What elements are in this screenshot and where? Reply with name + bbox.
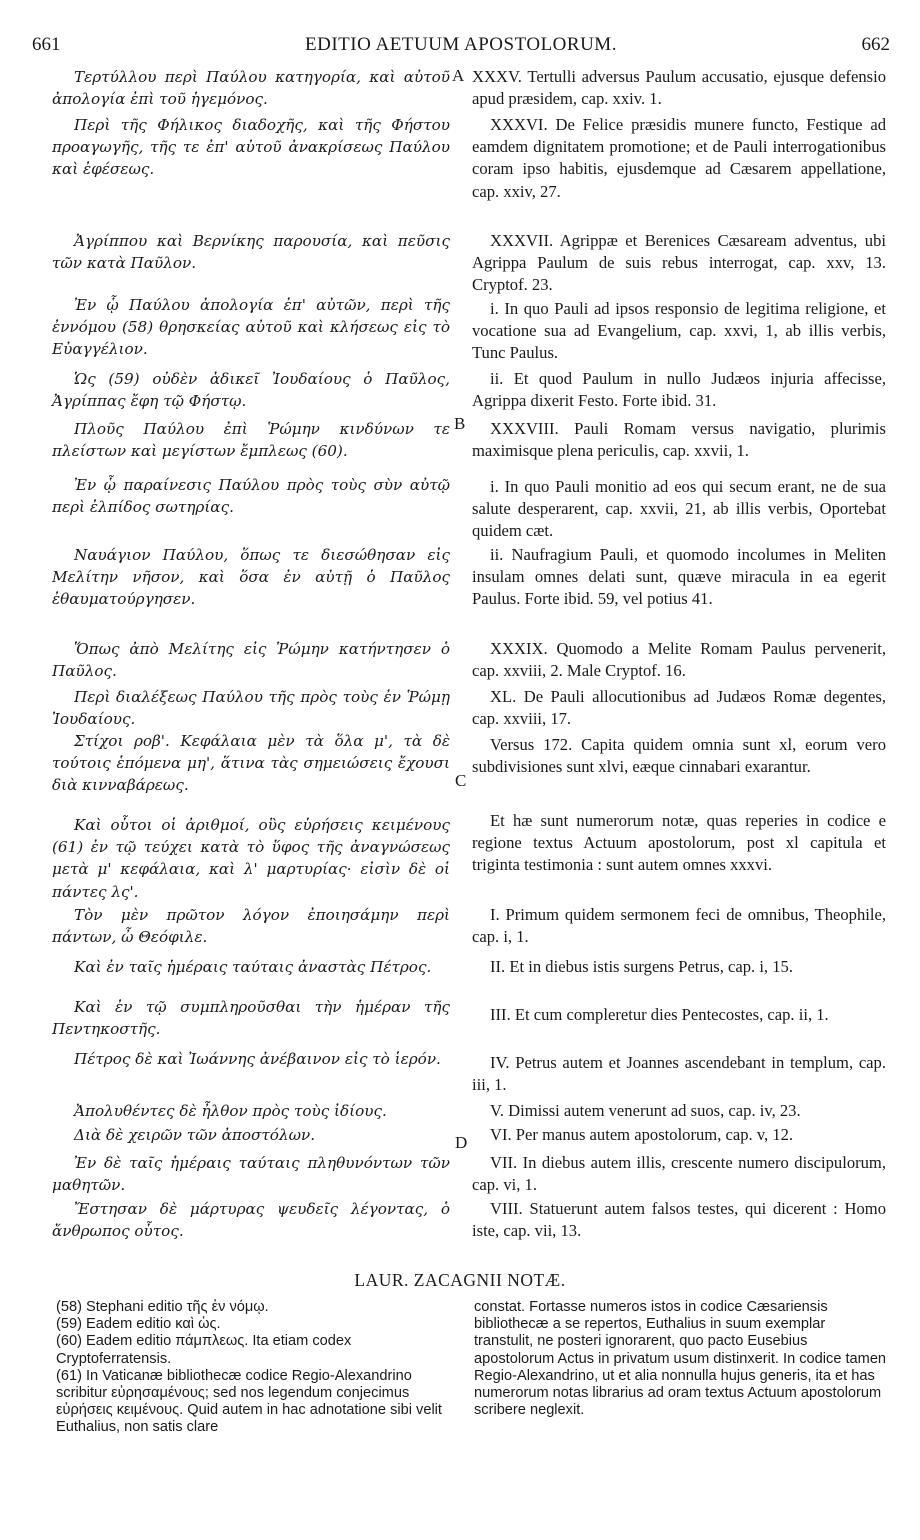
- page-number-left: 661: [32, 34, 61, 55]
- footnote: (58) Stephani editio τῆς ἐν νόμῳ.: [56, 1299, 269, 1315]
- latin-entry: XXXIX. Quomodo a Melite Romam Paulus pervenerit, cap. xxviii, 2. Male Cryptof. 16.: [472, 639, 886, 681]
- footnote: (61) In Vaticanæ bibliothecæ codice Regio-Alexandrino scribitur εὑρησαμένους; sed nos legendum conjecimus εὑρήσεις κειμένους. Quid autem in hac adnotatione sibi velit Euthalius, non satis clare: [56, 1367, 442, 1436]
- greek-entry: Τερτύλλου περὶ Παύλου κατηγορία, καὶ αὐτοῦ ἀπολογία ἐπὶ τοῦ ἡγεμόνος.: [52, 68, 450, 109]
- greek-entry: Ἔστησαν δὲ μάρτυρας ψευδεῖς λέγοντας, ὁ ἄνθρωπος οὗτος.: [52, 1200, 450, 1241]
- greek-entry: Ἀπολυθέντες δὲ ἦλθον πρὸς τοὺς ἰδίους.: [74, 1102, 387, 1120]
- latin-entry: I. Primum quidem sermonem feci de omnibus, Theophile, cap. i, 1.: [472, 905, 886, 947]
- margin-marker-c: C: [455, 771, 467, 790]
- greek-entry: Καὶ οὗτοι οἱ ἀριθμοί, οὓς εὑρήσεις κειμένους (61) ἐν τῷ τεύχει κατὰ τὸ ὕφος τῆς ἀναγνώσεως μετὰ μ' κεφάλαια, καὶ λ' μαρτυρίας· εἰσὶν δὲ οἱ πάντες λς'.: [52, 816, 450, 901]
- latin-entry: XXXVI. De Felice præsidis munere functo, Festique ad eamdem dignitatem promotione; et de Pauli interrogationibus coram ipso habitis, ejusdemque ad Cæsarem appellatione, cap. xxiv, 27.: [472, 115, 886, 201]
- latin-entry: XXXV. Tertulli adversus Paulum accusatio, ejusque defensio apud præsidem, cap. xxiv. 1.: [472, 67, 886, 109]
- latin-entry: i. In quo Pauli ad ipsos responsio de legitima religione, et vocatione sua ad Evangelium, cap. xxvi, 1, ab illis verbis, Tunc Paulus.: [472, 299, 886, 363]
- greek-entry: Τὸν μὲν πρῶτον λόγον ἐποιησάμην περὶ πάντων, ὦ Θεόφιλε.: [52, 906, 450, 947]
- greek-entry: Πλοῦς Παύλου ἐπὶ Ῥώμην κινδύνων τε πλείστων καὶ μεγίστων ἔμπλεως (60).: [52, 420, 450, 461]
- greek-entry: Ἐν δὲ ταῖς ἡμέραις ταύταις πληθυνόντων τῶν μαθητῶν.: [52, 1154, 450, 1195]
- footnote: (59) Eadem editio καὶ ὡς.: [56, 1316, 221, 1333]
- latin-entry: IV. Petrus autem et Joannes ascendebant in templum, cap. iii, 1.: [472, 1053, 886, 1095]
- latin-entry: VII. In diebus autem illis, crescente numero discipulorum, cap. vi, 1.: [472, 1153, 886, 1195]
- latin-entry: VI. Per manus autem apostolorum, cap. v, 12.: [490, 1125, 794, 1144]
- notes-left-column: [56, 1299, 456, 1437]
- page-number-right: 662: [861, 34, 890, 55]
- greek-entry: Ναυάγιον Παύλου, ὅπως τε διεσώθησαν εἰς Μελίτην νῆσον, καὶ ὅσα ἐν αὐτῇ ὁ Παῦλος ἐθαυματούργησεν.: [52, 546, 450, 609]
- greek-entry: Περὶ τῆς Φήλικος διαδοχῆς, καὶ τῆς Φήστου προαγωγῆς, τῆς τε ἐπ' αὐτοῦ ἀνακρίσεως Παύλου καὶ ἐφέσεως.: [52, 116, 450, 179]
- latin-entry: XL. De Pauli allocutionibus ad Judæos Romæ degentes, cap. xxviii, 17.: [472, 687, 886, 729]
- greek-entry: Ὅπως ἀπὸ Μελίτης εἰς Ῥώμην κατήντησεν ὁ Παῦλος.: [52, 640, 450, 681]
- latin-entry: Et hæ sunt numerorum notæ, quas reperies in codice e regione textus Actuum apostolorum, post xl capitula et triginta testimonia : sunt autem omnes xxxvi.: [472, 811, 886, 875]
- latin-entry: ii. Et quod Paulum in nullo Judæos injuria affecisse, Agrippa dixerit Festo. Forte ibid. 31.: [472, 369, 886, 411]
- margin-marker-d: D: [455, 1133, 468, 1152]
- greek-entry: Περὶ διαλέξεως Παύλου τῆς πρὸς τοὺς ἐν Ῥώμῃ Ἰουδαίους.: [52, 688, 450, 729]
- notes-title: LAUR. ZACAGNII NOTÆ.: [354, 1270, 566, 1290]
- running-title: EDITIO AETUUM APOSTOLORUM.: [305, 34, 617, 55]
- greek-entry: Ἐν ᾧ Παύλου ἀπολογία ἐπ' αὐτῶν, περὶ τῆς ἐννόμου (58) θρησκείας αὐτοῦ καὶ κλήσεως εἰς τὸ Εὐαγγέλιον.: [52, 296, 450, 359]
- latin-entry: Versus 172. Capita quidem omnia sunt xl, eorum vero subdivisiones sunt xlvi, eæque cinnabari exarantur.: [472, 735, 886, 777]
- margin-marker-b: B: [454, 414, 466, 433]
- latin-entry: VIII. Statuerunt autem falsos testes, qui dicerent : Homo iste, cap. vii, 13.: [472, 1199, 886, 1241]
- greek-entry: Διὰ δὲ χειρῶν τῶν ἀποστόλων.: [74, 1126, 316, 1144]
- greek-entry: Στίχοι ροβ'. Κεφάλαια μὲν τὰ ὅλα μ', τὰ δὲ τούτοις ἑπόμενα μη', ἅτινα τὰς σημειώσεις ἔχουσι διὰ κινναβάρεως.: [52, 732, 450, 795]
- greek-entry: Καὶ ἐν τῷ συμπληροῦσθαι τὴν ἡμέραν τῆς Πεντηκοστῆς.: [52, 998, 450, 1039]
- greek-entry: Ἀγρίππου καὶ Βερνίκης παρουσία, καὶ πεῦσις τῶν κατὰ Παῦλον.: [52, 232, 450, 273]
- greek-entry: Καὶ ἐν ταῖς ἡμέραις ταύταις ἀναστὰς Πέτρος.: [74, 958, 432, 976]
- footnote: (60) Eadem editio πάμπλεως. Ita etiam codex Cryptoferratensis.: [56, 1333, 352, 1367]
- latin-entry: II. Et in diebus istis surgens Petrus, cap. i, 15.: [490, 957, 793, 976]
- latin-entry: III. Et cum compleretur dies Pentecostes, cap. ii, 1.: [490, 1005, 829, 1024]
- latin-entry: i. In quo Pauli monitio ad eos qui secum erant, ne de sua salute desperarent, cap. xxvii, 21, ab illis verbis, Oportebat quidem cæt.: [472, 477, 886, 541]
- page-header: [32, 34, 890, 60]
- latin-entry: XXXVIII. Pauli Romam versus navigatio, plurimis maximisque plena periculis, cap. xxvii, 1.: [472, 419, 886, 461]
- notes-right-column: [474, 1299, 888, 1419]
- greek-entry: Ὡς (59) οὐδὲν ἀδικεῖ Ἰουδαίους ὁ Παῦλος, Ἀγρίππας ἔφη τῷ Φήστῳ.: [52, 370, 450, 411]
- footnote-continuation: constat. Fortasse numeros istos in codice Cæsariensis bibliothecæ a se repertos, Euthalius in suum exemplar transtulit, ne posteri ignorarent, quo pacto Eusebius apostolorum Actus in privatum usum distinxerit. In codice tamen Regio-Alexandrino, ut et alia nonnulla hujus generis, ita et has numerorum notas librarius ad oram textus Actuum apostolorum scribere neglexit.: [474, 1299, 887, 1419]
- margin-marker-a: A: [452, 66, 465, 85]
- latin-entry: V. Dimissi autem venerunt ad suos, cap. iv, 23.: [490, 1101, 801, 1120]
- latin-entry: XXXVII. Agrippæ et Berenices Cæsaream adventus, ubi Agrippa Paulum de suis rebus interrogat, cap. xxv, 13. Cryptof. 23.: [472, 231, 886, 295]
- latin-entry: ii. Naufragium Pauli, et quomodo incolumes in Meliten insulam omnes delati sunt, quæve miracula in ea egerit Paulus. Forte ibid. 59, vel potius 41.: [472, 545, 886, 609]
- greek-entry: Πέτρος δὲ καὶ Ἰωάννης ἀνέβαινον εἰς τὸ ἱερόν.: [74, 1050, 441, 1068]
- greek-entry: Ἐν ᾧ παραίνεσις Παύλου πρὸς τοὺς σὺν αὐτῷ περὶ ἐλπίδος σωτηρίας.: [52, 476, 450, 517]
